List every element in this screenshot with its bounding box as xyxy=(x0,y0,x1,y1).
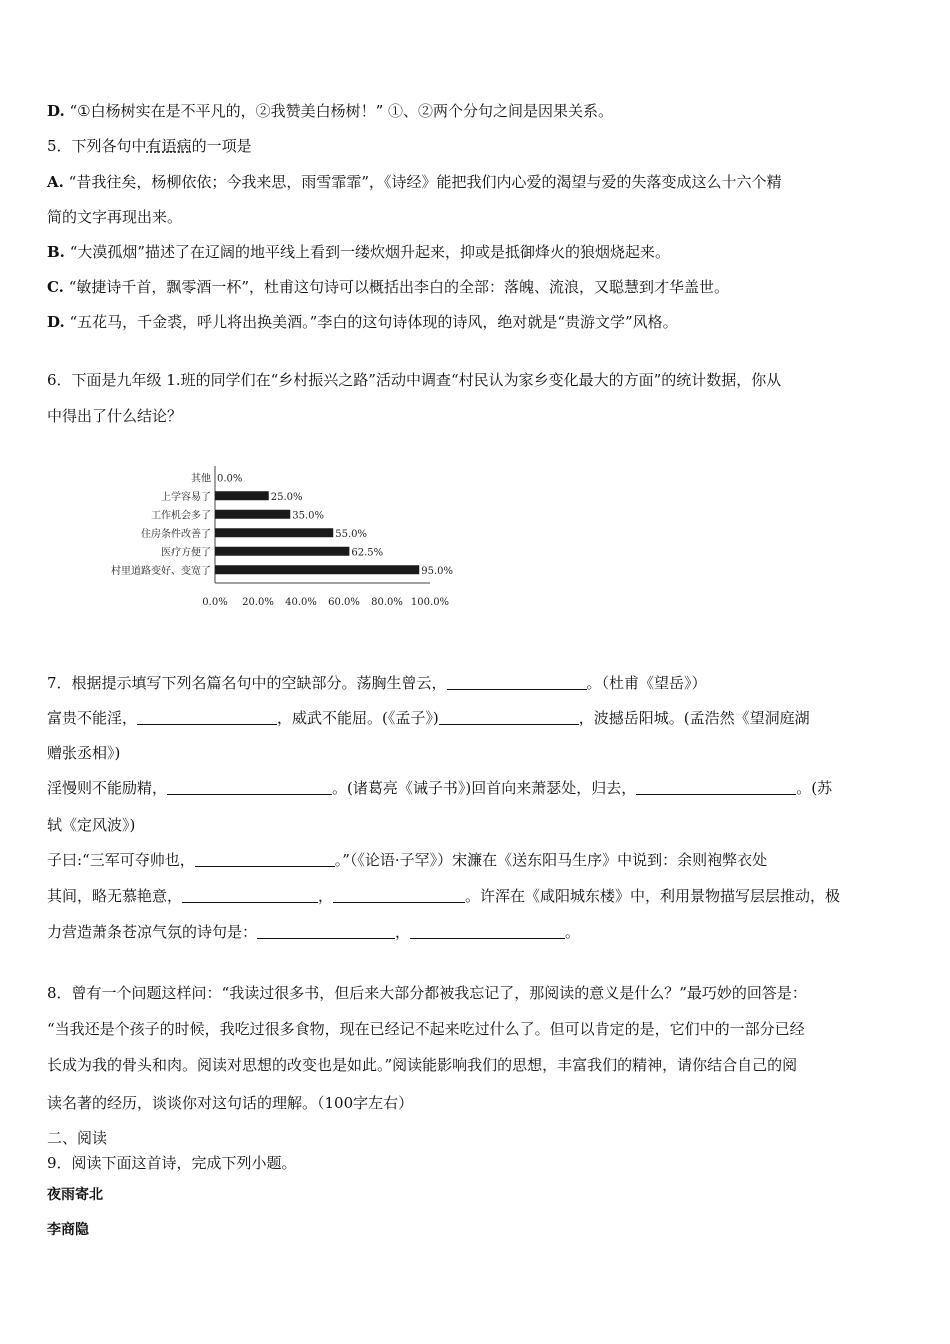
section-title: 二、阅读 xyxy=(47,1129,108,1147)
q7-text: ，威武不能屈。(《孟子》) xyxy=(277,709,439,727)
q7-text: 力营造萧条苍凉气氛的诗句是： xyxy=(47,923,258,941)
q6-stem-line2: 中得出了什么结论？ xyxy=(47,407,183,425)
q7-text: 。(苏 xyxy=(796,779,833,797)
data-label: 95.0% xyxy=(421,565,454,577)
fill-blank[interactable] xyxy=(137,709,277,725)
fill-blank[interactable] xyxy=(410,923,565,939)
data-label: 62.5% xyxy=(351,547,384,559)
q7-text: 淫慢则不能励精， xyxy=(47,779,168,797)
x-tick-label: 80.0% xyxy=(371,597,403,608)
q4-option-d xyxy=(47,101,613,121)
q5-option-d xyxy=(47,312,678,332)
q7-line3: 赠张丞相》) xyxy=(47,744,121,762)
data-label: 25.0% xyxy=(270,491,303,503)
option-text: “敏捷诗千首，飘零酒一杯”，杜甫这句诗可以概括出李白的全部：落魄、流浪，又聪慧到才华盖世。 xyxy=(68,278,730,296)
q7-text: ， xyxy=(395,923,411,941)
q5-option-a xyxy=(47,172,782,192)
q5-option-a-cont: 简的文字再现出来。 xyxy=(47,208,183,226)
q7-line2 xyxy=(47,708,810,728)
category-label: 医疗方便了 xyxy=(161,547,211,559)
option-label: B. xyxy=(47,243,65,261)
q7-text: 其间，略无慕艳意， xyxy=(47,887,183,905)
q7-line7 xyxy=(47,886,840,906)
survey-bar-chart xyxy=(60,460,480,610)
x-tick-label: 40.0% xyxy=(285,597,317,608)
option-text: “大漠孤烟”描述了在辽阔的地平线上看到一缕炊烟升起来，抑或是抵御烽火的狼烟烧起来。 xyxy=(69,243,671,261)
bar xyxy=(215,491,269,500)
q7-text: 子曰:“三军可夺帅也， xyxy=(47,851,195,869)
bar xyxy=(215,547,349,556)
category-label: 上学容易了 xyxy=(161,491,211,503)
q9-stem: 9．阅读下面这首诗，完成下列小题。 xyxy=(47,1154,297,1172)
option-label: D. xyxy=(47,313,65,331)
q8-line1: 8．曾有一个问题这样问：“我读过很多书，但后来大部分都被我忘记了，那阅读的意义是什么？”最巧妙的回答是： xyxy=(47,984,807,1002)
q7-line4 xyxy=(47,778,832,798)
q7-line6 xyxy=(47,850,767,870)
x-tick-label: 100.0% xyxy=(410,597,450,608)
q7-text: 富贵不能淫， xyxy=(47,709,138,727)
option-text: “①白杨树实在是不平凡的，②我赞美白杨树！” ①、②两个分句之间是因果关系。 xyxy=(69,102,614,120)
q8-line3: 长成为我的骨头和肉。阅读对思想的改变也是如此。”阅读能影响我们的思想，丰富我们的精神，请你结合自己的阅 xyxy=(47,1056,798,1074)
fill-blank[interactable] xyxy=(333,887,465,903)
q7-text: 。(诸葛亮《诫子书》)回首向来萧瑟处，归去， xyxy=(332,779,637,797)
option-label: D. xyxy=(47,102,65,120)
fill-blank[interactable] xyxy=(439,709,579,725)
q7-text: ，波撼岳阳城。(孟浩然《望洞庭湖 xyxy=(578,709,810,727)
fill-blank[interactable] xyxy=(167,779,332,795)
q7-text: 。 xyxy=(565,923,581,941)
bar xyxy=(215,565,419,574)
category-label: 住房条件改善了 xyxy=(141,528,211,540)
fill-blank[interactable] xyxy=(182,887,318,903)
x-tick-label: 60.0% xyxy=(328,597,360,608)
q7-line8 xyxy=(47,922,580,942)
q5-stem-text-end: 的一项是 xyxy=(191,137,252,155)
poem-author: 李商隐 xyxy=(47,1222,89,1238)
category-label: 村里道路变好、变宽了 xyxy=(111,565,211,577)
x-tick-label: 0.0% xyxy=(202,597,228,608)
fill-blank[interactable] xyxy=(257,923,395,939)
q7-text: 7．根据提示填写下列名篇名句中的空缺部分。荡胸生曾云， xyxy=(47,674,447,692)
q5-stem-emphasis: 有语病 xyxy=(146,137,192,155)
q7-text: 。许浑在《咸阳城东楼》中，利用景物描写层层推动，极 xyxy=(465,887,841,905)
q7-text: 。”（《论语·子罕》）宋濂在《送东阳马生序》中说到：余则袍弊衣处 xyxy=(334,851,768,869)
option-label: C. xyxy=(47,278,64,296)
option-text: “昔我往矣，杨柳依依；今我来思，雨雪霏霏”，《诗经》能把我们内心爱的渴望与爱的失落变成这么十六个精 xyxy=(68,173,782,191)
data-label: 55.0% xyxy=(335,528,368,540)
option-label: A. xyxy=(47,173,64,191)
category-label: 工作机会多了 xyxy=(151,510,211,522)
fill-blank[interactable] xyxy=(447,674,587,690)
category-label: 其他 xyxy=(191,473,211,485)
q5-stem xyxy=(47,136,252,156)
q5-option-c xyxy=(47,277,729,297)
q8-line4: 读名著的经历，谈谈你对这句话的理解。（100字左右） xyxy=(47,1094,414,1112)
bar xyxy=(215,510,290,519)
poem-title: 夜雨寄北 xyxy=(47,1187,103,1203)
q5-stem-text: 5．下列各句中 xyxy=(47,137,147,155)
x-tick-label: 20.0% xyxy=(242,597,274,608)
option-text: “五花马，千金裘，呼儿将出换美酒。”李白的这句诗体现的诗风，绝对就是“贵游文学”风格。 xyxy=(69,313,678,331)
q7-text: ， xyxy=(318,887,334,905)
q8-line2: “当我还是个孩子的时候，我吃过很多食物，现在已经记不起来吃过什么了。但可以肯定的是，它们中的一部分已经 xyxy=(47,1020,805,1038)
q7-line1 xyxy=(47,673,707,693)
q7-line5: 轼《定风波》) xyxy=(47,816,136,834)
data-label: 0.0% xyxy=(217,473,243,485)
fill-blank[interactable] xyxy=(636,779,796,795)
fill-blank[interactable] xyxy=(195,851,335,867)
q5-option-b xyxy=(47,242,670,262)
q6-stem-line1: 6．下面是九年级 1.班的同学们在“乡村振兴之路”活动中调查“村民认为家乡变化最大的方面”的统计数据，你从 xyxy=(47,371,782,389)
q7-text: 。（杜甫《望岳》） xyxy=(586,674,707,692)
data-label: 35.0% xyxy=(292,510,325,522)
bar xyxy=(215,528,333,537)
